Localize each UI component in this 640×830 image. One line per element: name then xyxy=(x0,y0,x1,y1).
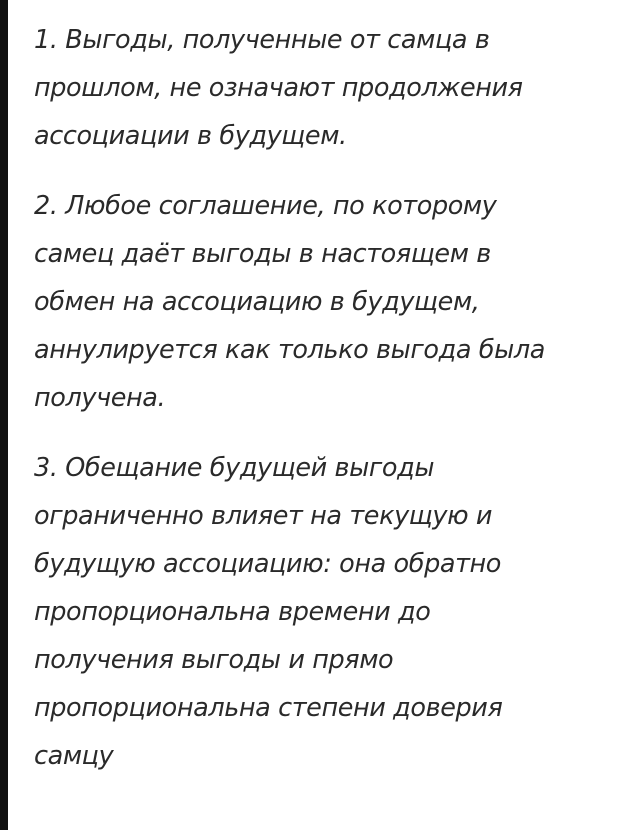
text-line: обмен на ассоциацию в будущем, xyxy=(34,287,480,317)
text-line: аннулируется как только выгода была xyxy=(34,335,545,365)
text-line: 3. Обещание будущей выгоды xyxy=(34,453,435,483)
list-item-1 xyxy=(34,16,624,160)
text-line: получения выгоды и прямо xyxy=(34,645,394,675)
text-line: получена. xyxy=(34,383,166,413)
text-line: прошлом, не означают продолжения xyxy=(34,73,523,103)
document-body xyxy=(34,16,624,780)
text-line: 1. Выгоды, полученные от самца в xyxy=(34,25,490,55)
left-border-bar xyxy=(0,0,8,830)
list-item-3 xyxy=(34,444,624,780)
text-line: пропорциональна времени до xyxy=(34,597,431,627)
list-item-2 xyxy=(34,182,624,422)
text-line: 2. Любое соглашение, по которому xyxy=(34,191,497,221)
text-line: самец даёт выгоды в настоящем в xyxy=(34,239,491,269)
text-line: самцу xyxy=(34,741,114,771)
text-line: ограниченно влияет на текущую и xyxy=(34,501,493,531)
text-line: будущую ассоциацию: она обратно xyxy=(34,549,502,579)
text-line: пропорциональна степени доверия xyxy=(34,693,503,723)
text-line: ассоциации в будущем. xyxy=(34,121,347,151)
